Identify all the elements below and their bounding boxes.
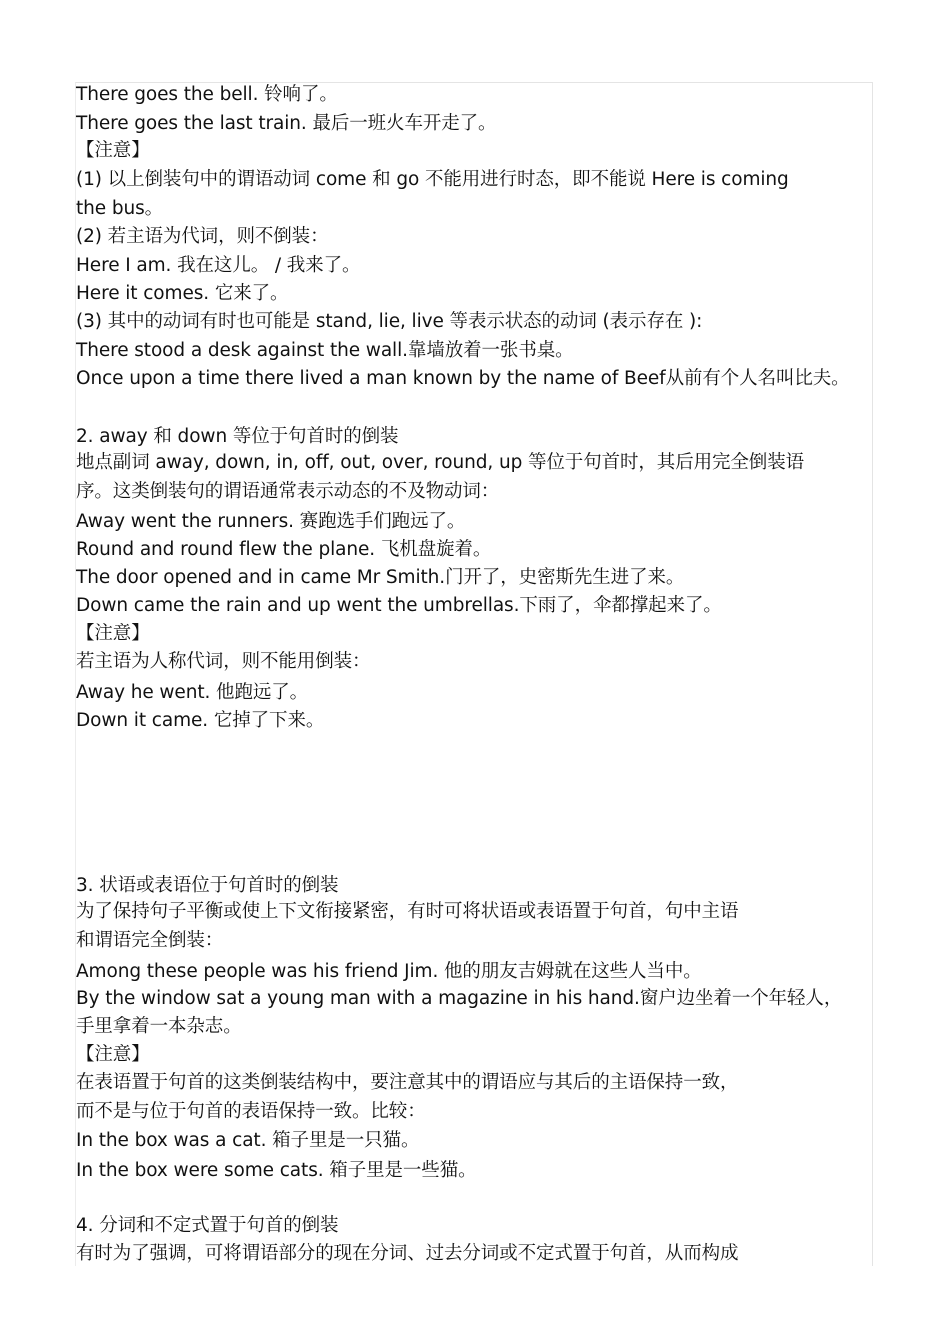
text-line: (2) 若主语为代词，则不倒装： [76,226,329,247]
text-line: 有时为了强调，可将谓语部分的现在分词、过去分词或不定式置于句首，从而构成 [76,1243,739,1264]
section-heading: 4. 分词和不定式置于句首的倒装 [76,1215,339,1236]
text-line: 若主语为人称代词，则不能用倒装： [76,651,371,672]
note-heading: 【注意】 [76,140,150,161]
text-line: Here I am. 我在这儿。 / 我来了。 [76,255,361,276]
text-line: There stood a desk against the wall.靠墙放着一张书桌。 [76,340,574,361]
text-line: The door opened and in came Mr Smith.门开了，史密斯先生进了来。 [76,567,685,588]
text-line: Down came the rain and up went the umbrellas.下雨了，伞都撑起来了。 [76,595,722,616]
text-line: (1) 以上倒装句中的谓语动词 come 和 go 不能用进行时态，即不能说 Here is coming [76,169,789,190]
text-line: 和谓语完全倒装： [76,930,224,951]
text-line: Away he went. 他跑远了。 [76,682,309,703]
section-heading: 2. away 和 down 等位于句首时的倒装 [76,426,399,447]
text-line: Down it came. 它掉了下来。 [76,710,325,731]
text-line: By the window sat a young man with a magazine in his hand.窗户边坐着一个年轻人， [76,988,843,1009]
text-line: 为了保持句子平衡或使上下文衔接紧密，有时可将状语或表语置于句首，句中主语 [76,901,739,922]
text-line: In the box was a cat. 箱子里是一只猫。 [76,1130,420,1151]
text-line: 地点副词 away, down, in, off, out, over, round, up 等位于句首时，其后用完全倒装语 [76,452,805,473]
text-line: Here it comes. 它来了。 [76,283,289,304]
note-heading: 【注意】 [76,623,150,644]
text-line: (3) 其中的动词有时也可能是 stand, lie, live 等表示状态的动词 (表示存在 ): [76,311,703,332]
text-line: the bus。 [76,198,164,219]
text-line: 而不是与位于句首的表语保持一致。比较： [76,1101,426,1122]
text-line: In the box were some cats. 箱子里是一些猫。 [76,1160,477,1181]
text-line: 在表语置于句首的这类倒装结构中，要注意其中的谓语应与其后的主语保持一致， [76,1072,739,1093]
section-heading: 3. 状语或表语位于句首时的倒装 [76,875,339,896]
text-line: There goes the bell. 铃响了。 [76,84,338,105]
text-line: Among these people was his friend Jim. 他的朋友吉姆就在这些人当中。 [76,961,702,982]
text-line: 序。这类倒装句的谓语通常表示动态的不及物动词： [76,481,500,502]
text-line: 手里拿着一本杂志。 [76,1016,242,1037]
note-heading: 【注意】 [76,1044,150,1065]
text-line: Round and round flew the plane. 飞机盘旋着。 [76,539,492,560]
text-line: Away went the runners. 赛跑选手们跑远了。 [76,511,466,532]
text-line: Once upon a time there lived a man known by the name of Beef从前有个人名叫比夫。 [76,368,850,389]
text-line: There goes the last train. 最后一班火车开走了。 [76,113,497,134]
